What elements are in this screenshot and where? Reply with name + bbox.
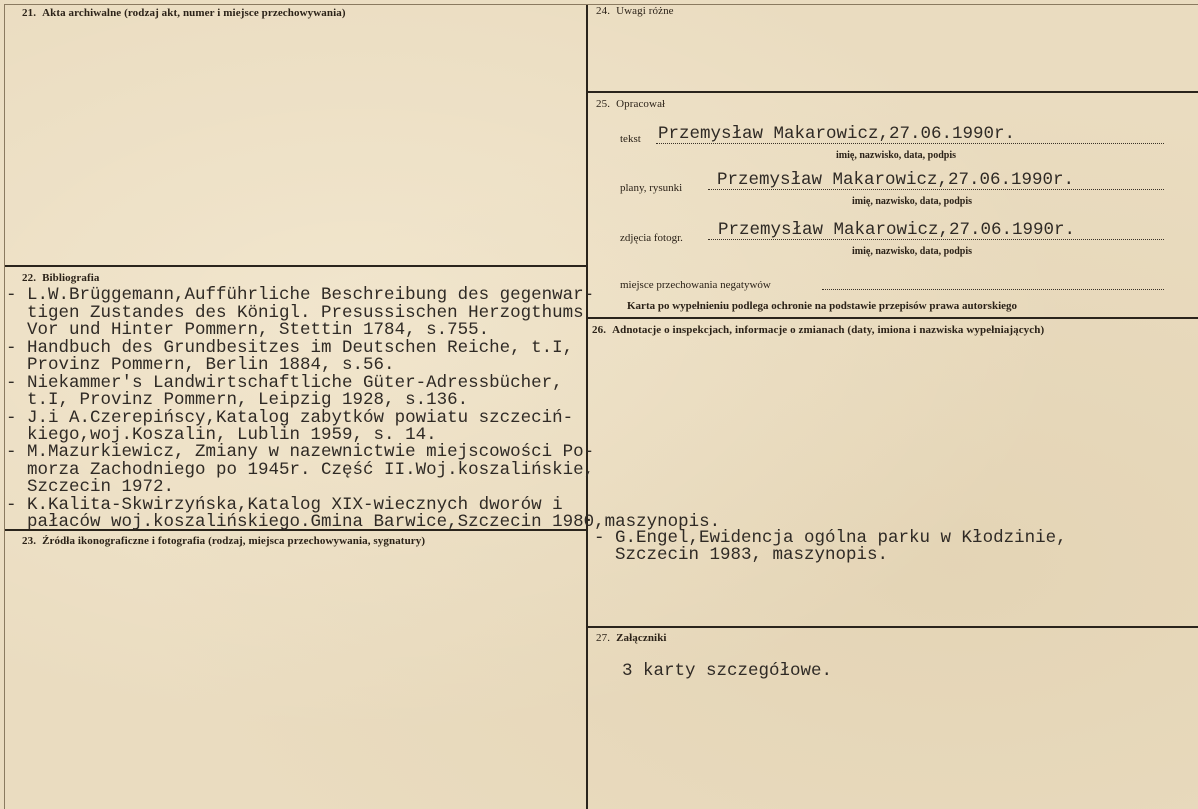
section-23-header [22, 535, 425, 547]
section-27-header [596, 632, 667, 644]
section-title: Akta archiwalne (rodzaj akt, numer i miejsce przechowywania) [42, 7, 346, 19]
section-number: 23. [22, 535, 37, 547]
bibliography-line: Provinz Pommern, Berlin 1884, s.56. [6, 355, 395, 375]
section-number: 24. [596, 5, 611, 17]
bibliography-line: morza Zachodniego po 1945r. Część II.Woj.koszalińskie, [6, 460, 595, 480]
bibliography-line: kiego,woj.Koszalin, Lublin 1959, s. 14. [6, 425, 437, 445]
bibliography-line: - M.Mazurkiewicz, Zmiany w nazewnictwie miejscowości Po- [6, 442, 595, 462]
bibliography-line: - G.Engel,Ewidencja ogólna parku w Kłodzinie, [594, 528, 1067, 548]
section-number: 27. [596, 632, 611, 644]
text-caption: imię, nazwisko, data, podpis [836, 150, 957, 161]
bibliography-line: Vor und Hinter Pommern, Stettin 1784, s.755. [6, 320, 490, 340]
photos-caption: imię, nazwisko, data, podpis [852, 246, 973, 257]
divider-21-22 [4, 265, 587, 267]
center-divider [586, 4, 588, 809]
plans-label: plany, rysunki [620, 182, 683, 194]
section-title: Opracował [616, 98, 666, 110]
attachments-value: 3 karty szczegółowe. [622, 661, 833, 681]
bibliography-line: Szczecin 1972. [6, 477, 175, 497]
negatives-label: miejsce przechowania negatywów [620, 279, 771, 291]
plans-author-value: Przemysław Makarowicz,27.06.1990r. [717, 170, 1075, 190]
plans-caption: imię, nazwisko, data, podpis [852, 196, 973, 207]
divider-26-27 [587, 626, 1198, 628]
text-label: tekst [620, 133, 641, 145]
section-title: Adnotacje o inspekcjach, informacje o zmianach (daty, imiona i nazwiska wypełniających) [612, 324, 1045, 336]
section-number: 25. [596, 98, 611, 110]
plans-dotted-line [708, 189, 1164, 190]
section-title: Źródła ikonograficzne i fotografia (rodzaj, miejsca przechowywania, sygnatury) [42, 535, 426, 547]
text-dotted-line [656, 143, 1164, 144]
copyright-note: Karta po wypełnieniu podlega ochronie na podstawie przepisów prawa autorskiego [627, 300, 1018, 312]
bibliography-line: - L.W.Brüggemann,Aufführliche Beschreibung des gegenwar- [6, 285, 595, 305]
bibliography-line: Szczecin 1983, maszynopis. [594, 545, 889, 565]
section-24-header [596, 5, 674, 17]
photos-label: zdjęcia fotogr. [620, 232, 683, 244]
left-edge [4, 4, 5, 809]
section-number: 22. [22, 272, 37, 284]
divider-24-25 [587, 91, 1198, 93]
section-26-header [592, 324, 1044, 336]
section-title: Załączniki [616, 632, 667, 644]
bibliography-line: - Handbuch des Grundbesitzes im Deutschen Reiche, t.I, [6, 338, 574, 358]
section-21-header [22, 7, 346, 19]
bibliography-line: - Niekammer's Landwirtschaftliche Güter-Adressbücher, [6, 373, 563, 393]
photos-author-value: Przemysław Makarowicz,27.06.1990r. [718, 220, 1076, 240]
divider-25-26 [587, 317, 1198, 319]
bibliography-line: - J.i A.Czerepińscy,Katalog zabytków powiatu szczeciń- [6, 408, 574, 428]
bibliography-line: t.I, Provinz Pommern, Leipzig 1928, s.136. [6, 390, 469, 410]
text-author-value: Przemysław Makarowicz,27.06.1990r. [658, 124, 1016, 144]
section-title: Uwagi różne [616, 5, 674, 17]
photos-dotted-line [708, 239, 1164, 240]
negatives-dotted-line [822, 289, 1164, 290]
section-25-header [596, 98, 665, 110]
section-22-header [22, 272, 100, 284]
bibliography-line: - K.Kalita-Skwirzyńska,Katalog XIX-wiecznych dworów i [6, 495, 563, 515]
bibliography-line: pałaców woj.koszalińskiego.Gmina Barwice,Szczecin 1980,maszynopis. [6, 512, 721, 532]
bibliography-line: tigen Zustandes des Königl. Presussischen Herzogthums [6, 303, 584, 323]
section-title: Bibliografia [42, 272, 100, 284]
section-number: 26. [592, 324, 607, 336]
section-number: 21. [22, 7, 37, 19]
